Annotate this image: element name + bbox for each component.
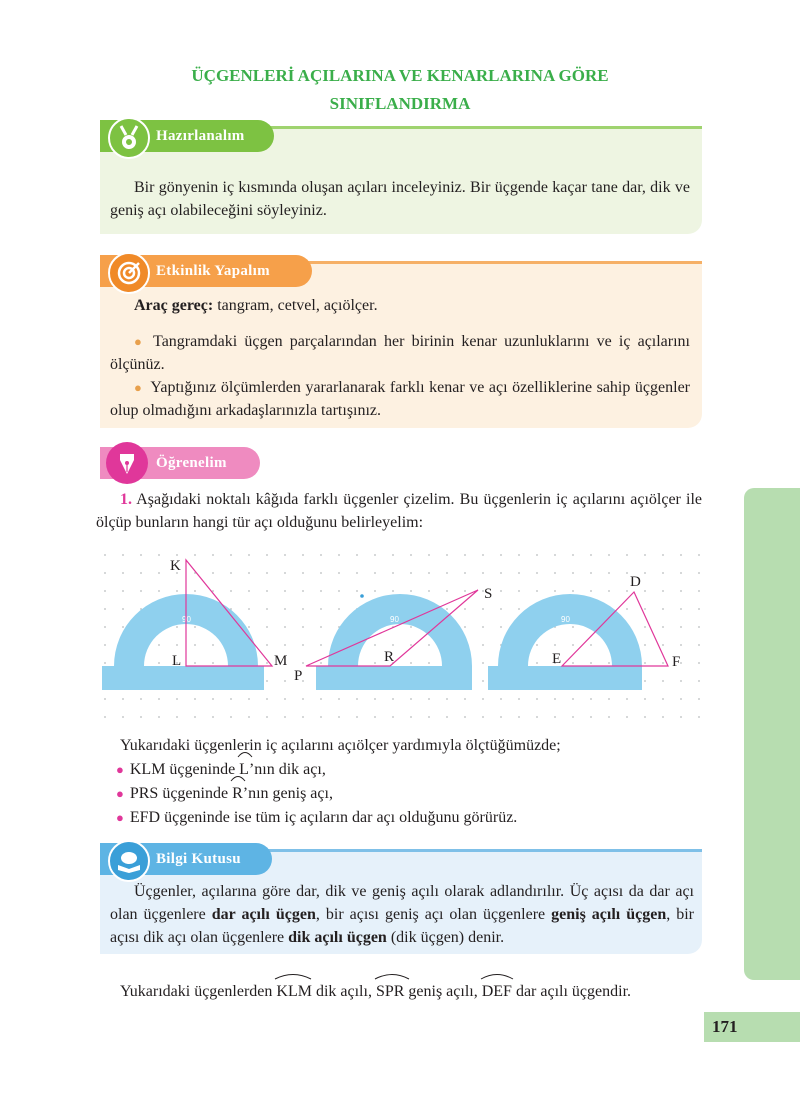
- page-title: [100, 62, 700, 118]
- bullet-icon: ●: [134, 334, 146, 349]
- tools-label: Araç gereç:: [134, 297, 214, 314]
- angle-l: L: [239, 761, 249, 778]
- conclusion-text: Yukarıdaki üçgenlerden KLM dik açılı, SPR geniş açılı, DEF dar açılı üçgendir.: [120, 980, 710, 1003]
- protractor-2-mark: 90: [390, 615, 399, 624]
- hazirlanalim-text: Bir gönyenin iç kısmında oluşan açıları inceleyiniz. Bir üçgende kaçar tane dar, dik ve geniş açı olabileceğini söyleyiniz.: [110, 179, 690, 219]
- bilgi-text: Üçgenler, açılarına göre dar, dik ve geniş açılı olarak adlandırılır. Üç açısı da dar açı olan üçgenlere dar açılı üçgen, bir açısı geniş açı olan üçgenlere geniş açılı üçgen, bir açısı dik açı olan üçgenlere dik açılı üçgen (dik üçgen) denir.: [110, 883, 695, 946]
- label-l: L: [172, 653, 182, 669]
- triangle-klm-name: KLM: [276, 983, 312, 1000]
- etkinlik-label: Etkinlik Yapalım: [156, 263, 270, 279]
- triangle-spr-name: SPR: [375, 983, 405, 1000]
- page-title-line2: SINIFLANDIRMA: [329, 94, 471, 113]
- dotted-paper-figure: [96, 546, 702, 724]
- list-item: ● EFD üçgeninde ise tüm iç açıların dar açı olduğunu görürüz.: [116, 809, 518, 826]
- brain-book-icon: [108, 840, 150, 882]
- pen-nib-icon: [106, 442, 148, 484]
- angle-arc-icon: [237, 748, 253, 758]
- medal-icon: [108, 117, 150, 159]
- hazirlanalim-label: Hazırlanalım: [156, 128, 245, 144]
- results-list: [116, 758, 696, 830]
- label-k: K: [170, 558, 181, 574]
- term-genis: geniş açılı üçgen: [551, 906, 667, 923]
- label-s: S: [484, 586, 493, 602]
- term-dar: dar açılı üçgen: [211, 906, 316, 923]
- ogrenelim-text: 1. Aşağıdaki noktalı kâğıda farklı üçgenler çizelim. Bu üçgenlerin iç açılarını açıölçer ile ölçüp bunların hangi tür açı olduğunu belirleyelim:: [96, 491, 702, 531]
- label-p: P: [294, 668, 303, 684]
- etkinlik-rule: [300, 261, 702, 264]
- tools-line: [134, 294, 694, 317]
- bullet-icon: ●: [116, 762, 124, 777]
- etkinlik-item-2: ● Yaptığınız ölçümlerden yararlanarak farklı kenar ve açı özelliklerine sahip üçgenler olup olmadığını arkadaşlarınızla tartışınız.: [110, 379, 690, 419]
- dot-marker: [360, 594, 364, 598]
- angle-arc-icon: [230, 772, 246, 782]
- item-number: 1.: [120, 491, 132, 508]
- bilgi-label: Bilgi Kutusu: [156, 851, 241, 867]
- triangle-hat-icon: [374, 970, 410, 980]
- list-item: ● KLM üçgeninde L’nın dik açı,: [116, 758, 696, 782]
- label-f: F: [672, 654, 681, 670]
- tools-text: tangram, cetvel, açıölçer.: [213, 297, 378, 314]
- list-item: ● PRS üçgeninde R’nın geniş açı,: [116, 782, 696, 806]
- label-d: D: [630, 574, 641, 590]
- triangle-def-name: DEF: [481, 983, 512, 1000]
- label-m: M: [274, 653, 288, 669]
- protractor-3-mark: 90: [561, 615, 570, 624]
- results-intro: Yukarıdaki üçgenlerin iç açılarını açıölçer yardımıyla ölçtüğümüzde;: [120, 737, 561, 754]
- triangle-hat-icon: [480, 970, 514, 980]
- label-r: R: [384, 649, 395, 665]
- page-title-line1: ÜÇGENLERİ AÇILARINA VE KENARLARINA GÖRE: [191, 66, 609, 85]
- bullet-icon: ●: [134, 380, 143, 395]
- bullet-icon: ●: [116, 810, 124, 825]
- protractor-1-mark: 90: [182, 615, 191, 624]
- page-number: 171: [704, 1012, 800, 1042]
- angle-r: R: [232, 785, 243, 802]
- target-icon: [108, 252, 150, 294]
- term-dik: dik açılı üçgen: [288, 929, 387, 946]
- ogrenelim-label: Öğrenelim: [156, 455, 227, 471]
- label-e: E: [552, 651, 562, 667]
- bilgi-rule: [268, 849, 702, 852]
- bullet-icon: ●: [116, 786, 124, 801]
- etkinlik-item-1: ● Tangramdaki üçgen parçalarından her birinin kenar uzunluklarını ve iç açılarını ölçünüz.: [110, 333, 691, 373]
- side-tab: [744, 488, 800, 980]
- triangle-hat-icon: [274, 970, 312, 980]
- hazirlanalim-rule: [270, 126, 702, 129]
